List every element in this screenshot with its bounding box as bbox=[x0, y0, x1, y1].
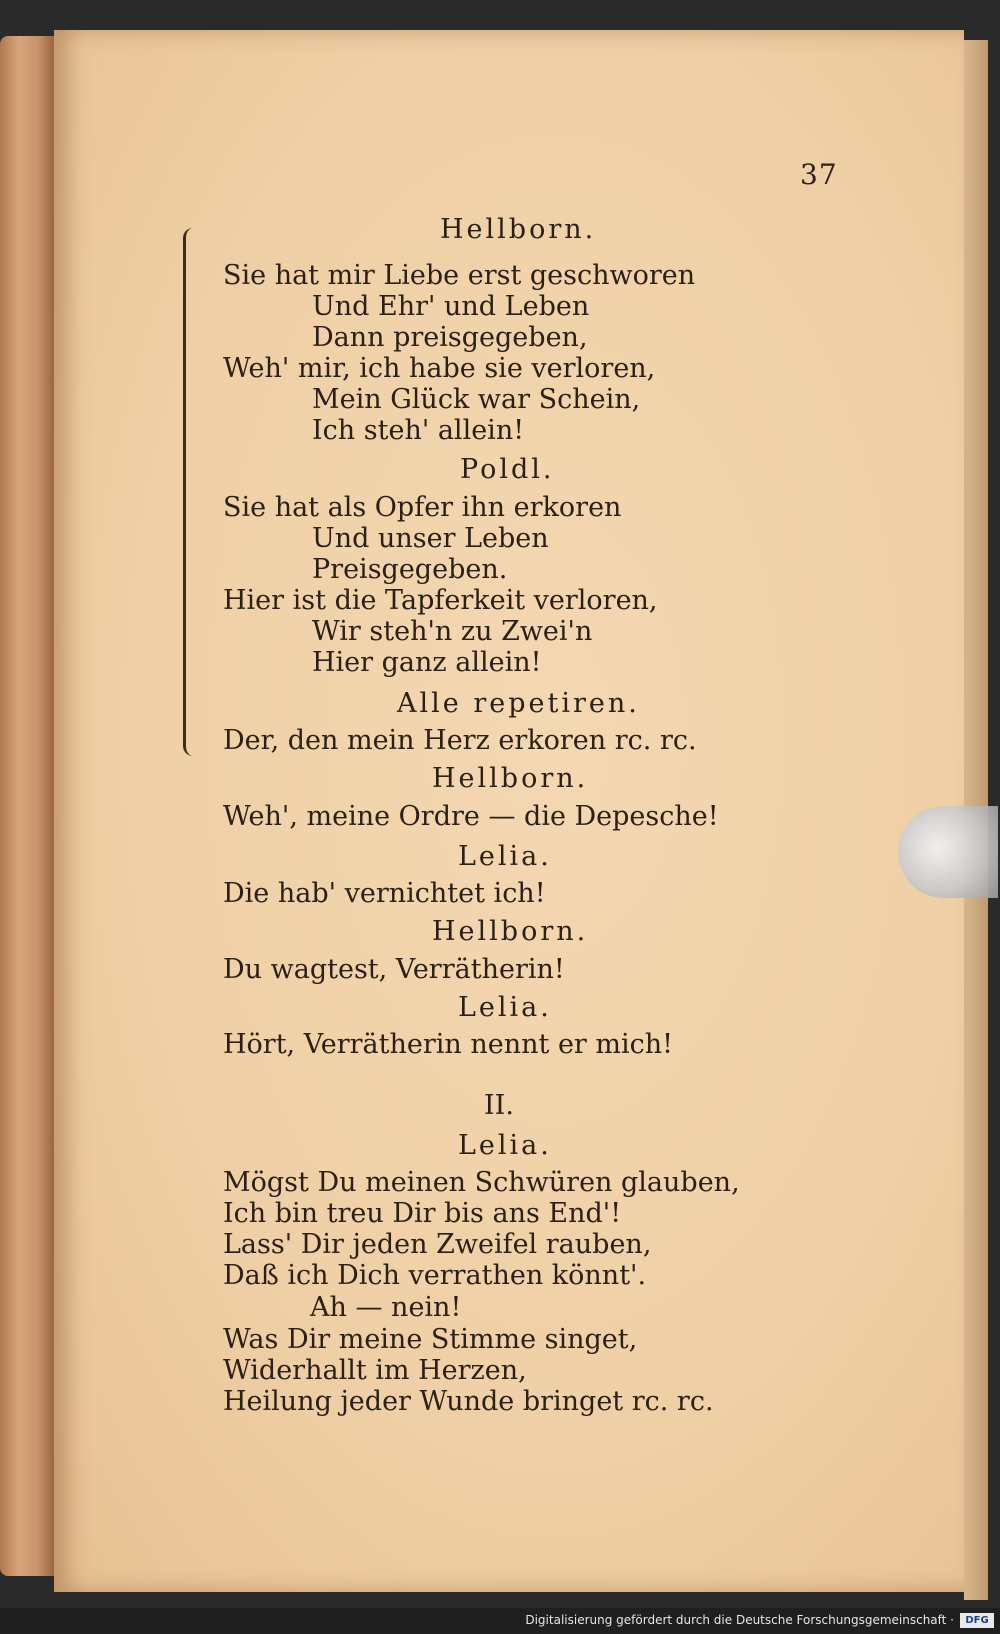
speaker-line: Poldl. bbox=[460, 454, 555, 485]
page-clip-icon bbox=[898, 806, 998, 898]
footer-bar bbox=[0, 1608, 1000, 1634]
verse-line: Was Dir meine Stimme singet, bbox=[223, 1324, 638, 1355]
verse-line: Ich bin treu Dir bis ans End'! bbox=[223, 1198, 622, 1229]
verse-line: Du wagtest, Verrätherin! bbox=[223, 954, 565, 985]
verse-line: Wir steh'n zu Zwei'n bbox=[312, 616, 593, 647]
verse-line: Die hab' vernichtet ich! bbox=[223, 878, 546, 909]
verse-line: Lass' Dir jeden Zweifel rauben, bbox=[223, 1229, 652, 1260]
verse-line: Hier ganz allein! bbox=[312, 647, 542, 678]
verse-line: Und unser Leben bbox=[312, 523, 549, 554]
section-heading: II. bbox=[484, 1090, 514, 1121]
verse-line: Hört, Verrätherin nennt er mich! bbox=[223, 1029, 674, 1060]
speaker-line: Alle repetiren. bbox=[397, 688, 640, 719]
verse-line: Der, den mein Herz erkoren rc. rc. bbox=[223, 725, 697, 756]
verse-line: Hier ist die Tapferkeit verloren, bbox=[223, 585, 658, 616]
verse-line: Weh' mir, ich habe sie verloren, bbox=[223, 353, 656, 384]
speaker-line: Hellborn. bbox=[432, 916, 589, 947]
speaker-line: Lelia. bbox=[458, 992, 552, 1023]
verse-line: Heilung jeder Wunde bringet rc. rc. bbox=[223, 1386, 714, 1417]
speaker-line: Hellborn. bbox=[432, 763, 589, 794]
verse-line: Weh', meine Ordre — die Depesche! bbox=[223, 801, 719, 832]
verse-line: Mein Glück war Schein, bbox=[312, 384, 641, 415]
verse-line: Dann preisgegeben, bbox=[312, 322, 588, 353]
page-number: 37 bbox=[800, 158, 838, 191]
verse-line: Widerhallt im Herzen, bbox=[223, 1355, 527, 1386]
verse-line: Sie hat als Opfer ihn erkoren bbox=[223, 492, 622, 523]
verse-line: Preisgegeben. bbox=[312, 554, 508, 585]
speaker-line: Lelia. bbox=[458, 1130, 552, 1161]
duet-bracket-top bbox=[183, 228, 206, 492]
duet-bracket-bottom bbox=[183, 492, 206, 756]
verse-line: Mögst Du meinen Schwüren glauben, bbox=[223, 1167, 740, 1198]
verse-line: Ah — nein! bbox=[310, 1292, 462, 1323]
verse-line: Daß ich Dich verrathen könnt'. bbox=[223, 1260, 647, 1291]
verse-line: Sie hat mir Liebe erst geschworen bbox=[223, 260, 696, 291]
speaker-line: Lelia. bbox=[458, 841, 552, 872]
facing-page-edge bbox=[0, 36, 54, 1576]
verse-line: Ich steh' allein! bbox=[312, 415, 525, 446]
speaker-line: Hellborn. bbox=[440, 214, 597, 245]
footer-credit: Digitalisierung gefördert durch die Deutsche Forschungsgemeinschaft · bbox=[525, 1613, 954, 1627]
dfg-logo-icon: DFG bbox=[960, 1613, 994, 1628]
verse-line: Und Ehr' und Leben bbox=[312, 291, 590, 322]
